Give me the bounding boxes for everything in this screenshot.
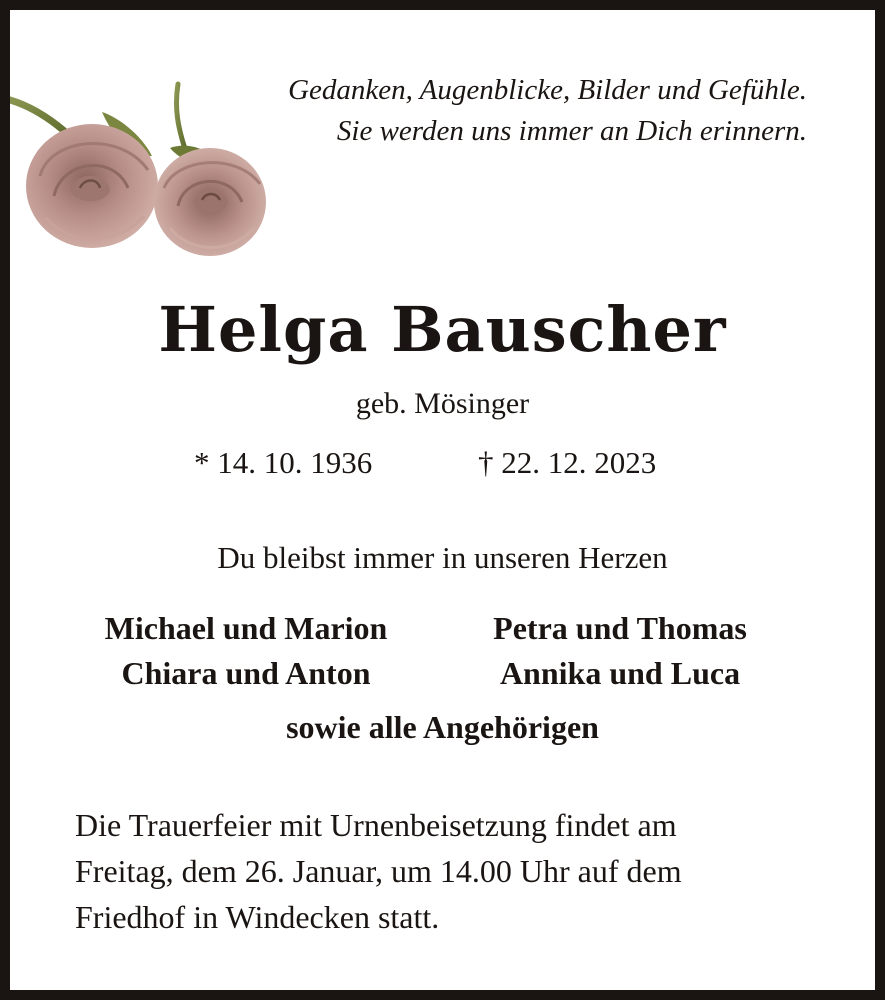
service-line-2: Freitag, dem 26. Januar, um 14.00 Uhr auf dem — [75, 853, 682, 889]
birth-date: * 14. 10. 1936 — [194, 445, 373, 480]
service-line-3: Friedhof in Windecken statt. — [75, 899, 440, 935]
mourner-right-2: Annika und Luca — [499, 655, 741, 691]
death-date: † 22. 12. 2023 — [478, 445, 657, 480]
two-roses-icon — [10, 78, 280, 268]
deceased-name: Helga Bauscher — [158, 293, 727, 366]
mourner-right-1: Petra und Thomas — [493, 610, 747, 646]
quote-line-1: Gedanken, Augenblicke, Bilder und Gefühle. — [288, 74, 807, 106]
mourner-left-1: Michael und Marion — [104, 610, 388, 646]
mourner-left-2: Chiara und Anton — [121, 655, 371, 691]
memorial-quote — [288, 70, 807, 152]
service-announcement — [75, 802, 835, 940]
maiden-name: geb. Mösinger — [355, 387, 530, 420]
service-line-1: Die Trauerfeier mit Urnenbeisetzung findet am — [75, 807, 677, 843]
memorial-motto: Du bleibst immer in unseren Herzen — [217, 540, 668, 575]
quote-line-2: Sie werden uns immer an Dich erinnern. — [336, 115, 807, 147]
relatives-line: sowie alle Angehörigen — [286, 709, 599, 745]
